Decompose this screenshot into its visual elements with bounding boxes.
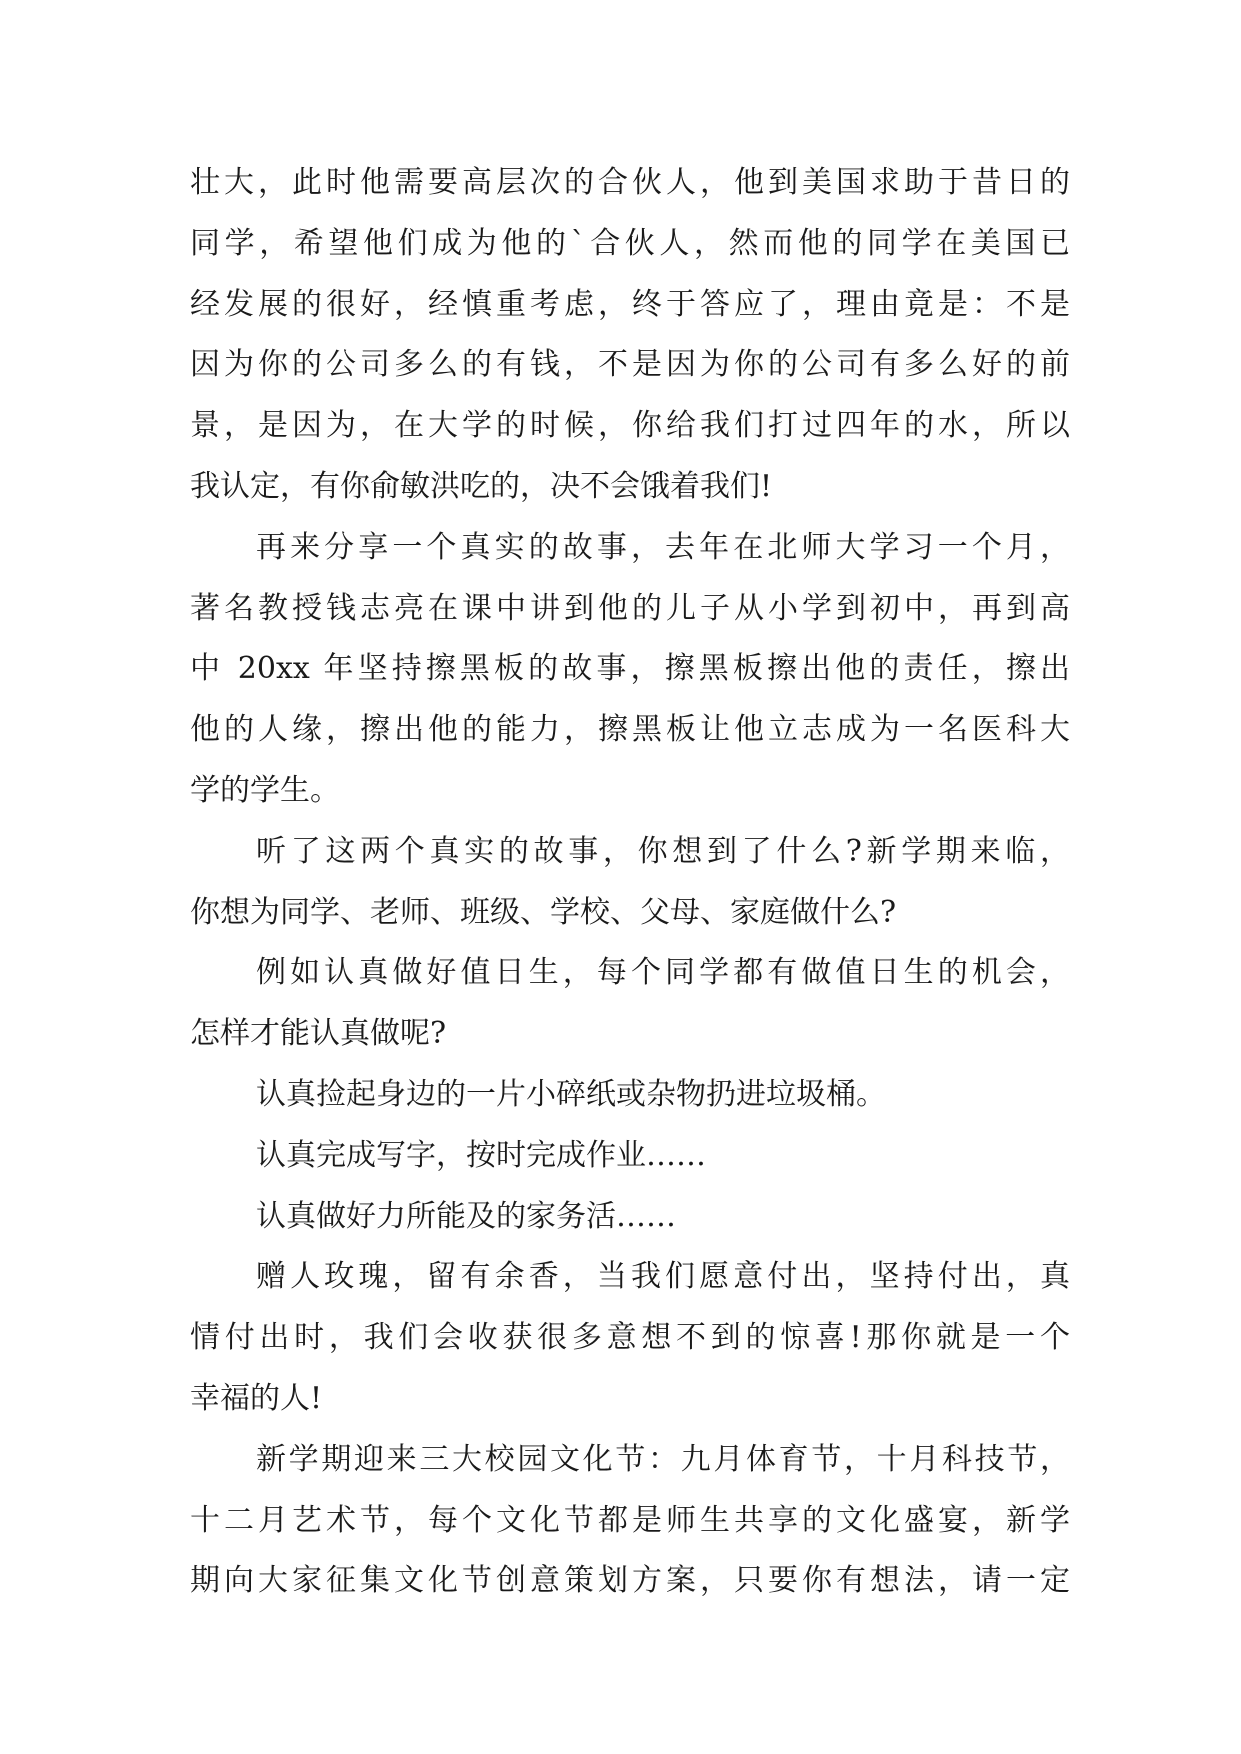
- text-line: 他的人缘，擦出他的能力，擦黑板让他立志成为一名医科大: [190, 712, 1070, 748]
- text-line: 壮大，此时他需要高层次的合伙人，他到美国求助于昔日的: [190, 165, 1070, 200]
- text-line: 听了这两个真实的故事，你想到了什么?新学期来临，: [256, 833, 1070, 869]
- text-line: 再来分享一个真实的故事，去年在北师大学习一个月，: [256, 529, 1070, 565]
- text-line: 例如认真做好值日生，每个同学都有做值日生的机会，: [256, 955, 1070, 991]
- text-line: 赠人玫瑰，留有余香，当我们愿意付出，坚持付出，真: [256, 1259, 1070, 1295]
- text-line: 认真捡起身边的一片小碎纸或杂物扔进垃圾桶。: [256, 1076, 886, 1112]
- text-line: 学的学生。: [190, 772, 340, 808]
- text-line: 新学期迎来三大校园文化节：九月体育节，十月科技节，: [256, 1441, 1070, 1477]
- text-line: 著名教授钱志亮在课中讲到他的儿子从小学到初中，再到高: [190, 590, 1070, 626]
- text-line: 情付出时，我们会收获很多意想不到的惊喜!那你就是一个: [190, 1320, 1070, 1356]
- text-line: 认真做好力所能及的家务活……: [256, 1198, 676, 1234]
- text-line: 我认定，有你俞敏洪吃的，决不会饿着我们!: [190, 468, 773, 504]
- text-line: 认真完成写字，按时完成作业……: [256, 1137, 706, 1173]
- text-line: 景，是因为，在大学的时候，你给我们打过四年的水，所以: [190, 408, 1070, 444]
- text-line: 同学，希望他们成为他的`合伙人，然而他的同学在美国已: [190, 225, 1070, 261]
- text-line: 十二月艺术节，每个文化节都是师生共享的文化盛宴，新学: [190, 1502, 1070, 1538]
- text-line: 因为你的公司多么的有钱，不是因为你的公司有多么好的前: [190, 347, 1070, 383]
- text-line: 期向大家征集文化节创意策划方案，只要你有想法，请一定: [190, 1563, 1070, 1599]
- text-line: 你想为同学、老师、班级、学校、父母、家庭做什么?: [190, 894, 897, 930]
- text-line: 经发展的很好，经慎重考虑，终于答应了，理由竟是：不是: [190, 286, 1070, 322]
- text-line: 怎样才能认真做呢?: [190, 1016, 447, 1052]
- text-line: 中 20xx 年坚持擦黑板的故事，擦黑板擦出他的责任，擦出: [190, 651, 1070, 687]
- text-line: 幸福的人!: [190, 1380, 323, 1416]
- body-text: [190, 153, 1070, 1612]
